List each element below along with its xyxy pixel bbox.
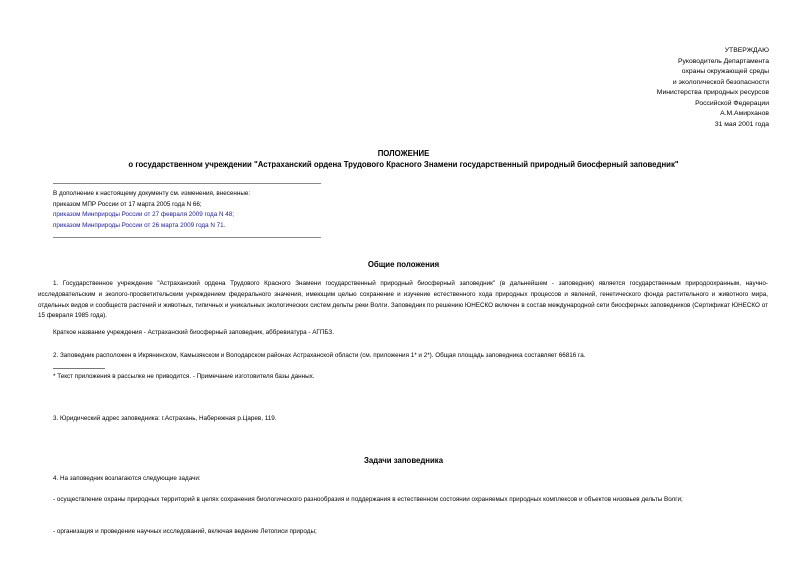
changes-link-3[interactable]: приказом Минприроды России от 26 марта 2009 года N 71. <box>53 221 226 229</box>
changes-intro: В дополнение к настоящему документу см. изменения, внесенные: <box>53 190 251 197</box>
approval-line: Министерства природных ресурсов <box>656 89 769 96</box>
task-item-1: - осуществление охраны природных территорий в целях сохранения биологического разнообразия и поддержания в естественном состоянии охраняемых природных комплексов и объектов низовьев дельты Волги; <box>53 496 683 503</box>
approval-line: охраны окружающей среды <box>681 68 769 75</box>
changes-box <box>53 183 321 238</box>
approval-line: Руководитель Департамента <box>678 57 769 65</box>
footnote-divider <box>53 368 105 369</box>
approval-signatory: А.М.Амирханов <box>720 110 769 117</box>
approval-date: 31 мая 2001 года <box>714 120 769 128</box>
section-heading-tasks: Задачи заповедника <box>363 456 444 465</box>
changes-item-1: приказом МПР России от 17 марта 2005 года N 66; <box>53 200 202 208</box>
paragraph-2: 2. Заповедник расположен в Икрянинском, Камызякском и Володарском районах Астраханской области (см. приложения 1* и 2*). Общая площадь заповедника составляет 66816 га. <box>53 352 586 359</box>
document-title <box>0 148 807 170</box>
approval-line: Российской Федерации <box>695 99 769 107</box>
approval-line: УТВЕРЖДАЮ <box>724 47 769 54</box>
task-item-2: - организация и проведение научных исследований, включая ведение Летописи природы; <box>53 528 317 535</box>
approval-line: и экологической безопасности <box>672 78 769 86</box>
paragraph-1: 1. Государственное учреждение "Астраханский ордена Трудового Красного Знамени государственный природный биосферный заповедник" (в дальнейшем - заповедник) является государственным природоохранным, научно-исследовательским и эколого-просветительским учреждением федерального значения, имеющим целью сохранение и изучение естественного хода природных процессов и явлений, генетического фонда растительного и животного мира, отдельных видов и сообществ растений и животных, типичных и уникальных экологических систем дельты реки Волги. Заповедник по решению ЮНЕСКО включен в состав международной сети биосферных заповедников (Сертификат ЮНЕСКО от 15 февраля 1985 года). <box>38 280 768 320</box>
approval-block <box>657 46 769 130</box>
footnote: * Текст приложения в рассылке не приводится. - Примечание изготовителя базы данных. <box>53 373 315 380</box>
title-heading: ПОЛОЖЕНИЕ <box>377 149 430 158</box>
paragraph-4: 4. На заповедник возлагаются следующие задачи: <box>53 475 201 482</box>
short-name-paragraph: Краткое название учреждения - Астраханский биосферный заповедник, аббревиатура - АГПБЗ. <box>53 329 334 336</box>
section-heading-general: Общие положения <box>367 260 440 269</box>
changes-link-2[interactable]: приказом Минприроды России от 27 февраля 2009 года N 48; <box>53 211 235 218</box>
paragraph-3: 3. Юридический адрес заповедника: г.Астрахань, Набережная р.Царев, 119. <box>53 415 277 422</box>
title-subtitle: о государственном учреждении "Астраханский ордена Трудового Красного Знамени государственный природный биосферный заповедник" <box>128 160 679 169</box>
